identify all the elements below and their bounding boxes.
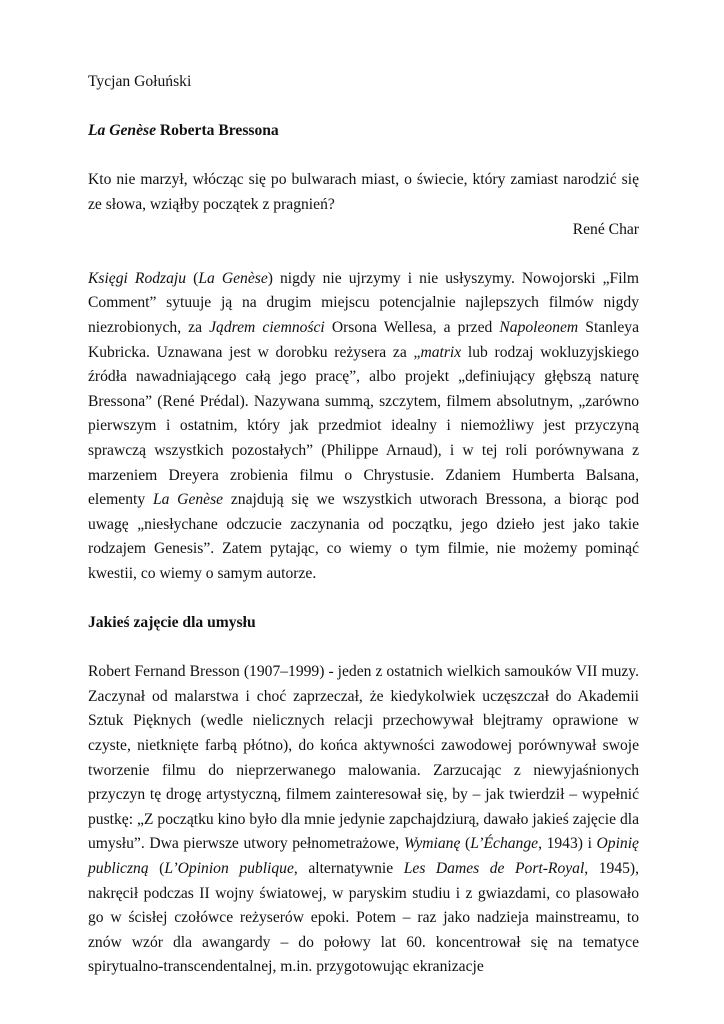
article-title [88, 119, 639, 144]
para1-s10: lub rodzaj wokluzyjskiego źródła nawadniającego całą jego pracę”, albo projekt „definiujący głębszą naturę Bressona” (René Prédal). Nazywana summą, szczytem, filmem absolutnym, „zarówno pierwszym i ostatnim, który jak przedmiot idealny i niemożliwy jest przyczyną sprawczą wszystkich pozostałych” (Philippe Arnaud), i w tej roli porównywana z marzeniem Dreyera zrobienia filmu o Chrystusie. Zdaniem Humberta Balsana, elementy [88, 343, 639, 509]
title-rest: Roberta Bressona [156, 122, 279, 140]
para2-s10: Les Dames de Port-Royal [403, 860, 585, 877]
epigraph-text: Kto nie marzył, włócząc się po bulwarach miast, o świecie, który zamiast narodzić się ze słowa, wziąłby początek z pragnień? [88, 171, 639, 213]
body-paragraph-2 [88, 660, 639, 980]
para2-s6: Opinię publiczną [88, 835, 639, 877]
para2-s2: Wymianę [403, 835, 461, 853]
para1-s3: La Genèse [198, 269, 268, 287]
para2-s8: L’Opinion publique [164, 860, 294, 877]
epigraph-attribution: René Char [572, 220, 639, 238]
para2-s7: ( [148, 860, 165, 877]
body-paragraph-1 [88, 267, 639, 587]
section-heading [88, 611, 639, 636]
title-italic: La Genèse [88, 122, 156, 140]
para1-s9: matrix [420, 343, 462, 361]
para2-s9: , alternatywnie [293, 860, 404, 877]
para1-s5: Jądrem ciemności [209, 318, 325, 336]
para1-s12: znajdują się we wszystkich utworach Bressona, a biorąc pod uwagę „niesłychane odczucie zaczynania od początku, jego dzieło jest jako takie rodzajem Genesis”. Zatem pytając, co wiemy o tym filmie, nie możemy pominąć kwestii, co wiemy o samym autorze. [88, 491, 639, 582]
para2-s1: Robert Fernand Bresson (1907–1999) - jeden z ostatnich wielkich samouków VII muzy. Zaczynał od malarstwa i choć zaprzeczał, że kiedykolwiek uczęszczał do Akademii Sztuk Pięknych (wedle nielicznych relacji przechowywał blejtramy oprawione w czyste, nietknięte farbą płótno), do końca aktywności zawodowej porównywał swoje tworzenie filmu do nieprzerwanego malowania. Zarzucając z niewyjaśnionych przyczyn tę drogę artystyczną, filmem zainteresował się, by – jak twierdził – wypełnić pustkę: „Z początku kino było dla mnie jedynie zapchajdziurą, dawało jakieś zajęcie dla umysłu”. Dwa pierwsze utwory pełnometrażowe, [88, 663, 639, 853]
para2-s3: ( [460, 835, 471, 853]
section-heading-text: Jakieś zajęcie dla umysłu [88, 614, 256, 632]
para1-s1: Księgi Rodzaju [88, 269, 187, 287]
para1-s8: Stanleya Kubricka. Uznawana jest w dorobku reżysera za „ [88, 318, 639, 361]
para1-s7: Napoleonem [499, 318, 579, 336]
para1-s2: ( [186, 269, 199, 287]
para2-s4: L’Échange [470, 835, 539, 853]
para1-s6: Orsona Wellesa, a przed [324, 318, 500, 336]
document-page [88, 70, 639, 980]
para2-s5: , 1943) i [538, 835, 597, 853]
para1-s4: ) nigdy nie ujrzymy i nie usłyszymy. Nowojorski „Film Comment” sytuuje ją na drugim miejscu potencjalnie najlepszych filmów nigdy niezrobionych, za [88, 269, 640, 336]
para2-s11: , 1945), nakręcił podczas II wojny światowej, w paryskim studiu i z gwiazdami, co plasowało go w ścisłej czołówce reżyserów epoki. Potem – raz jako nadzieja mainstreamu, to znów wzór dla awangardy – do połowy lat 60. koncentrował się na tematyce spirytualno-transcendentalnej, m.in. przygotowując ekranizacje [88, 860, 640, 976]
para1-s11: La Genèse [152, 491, 224, 509]
author-name: Tycjan Gołuński [88, 73, 192, 90]
